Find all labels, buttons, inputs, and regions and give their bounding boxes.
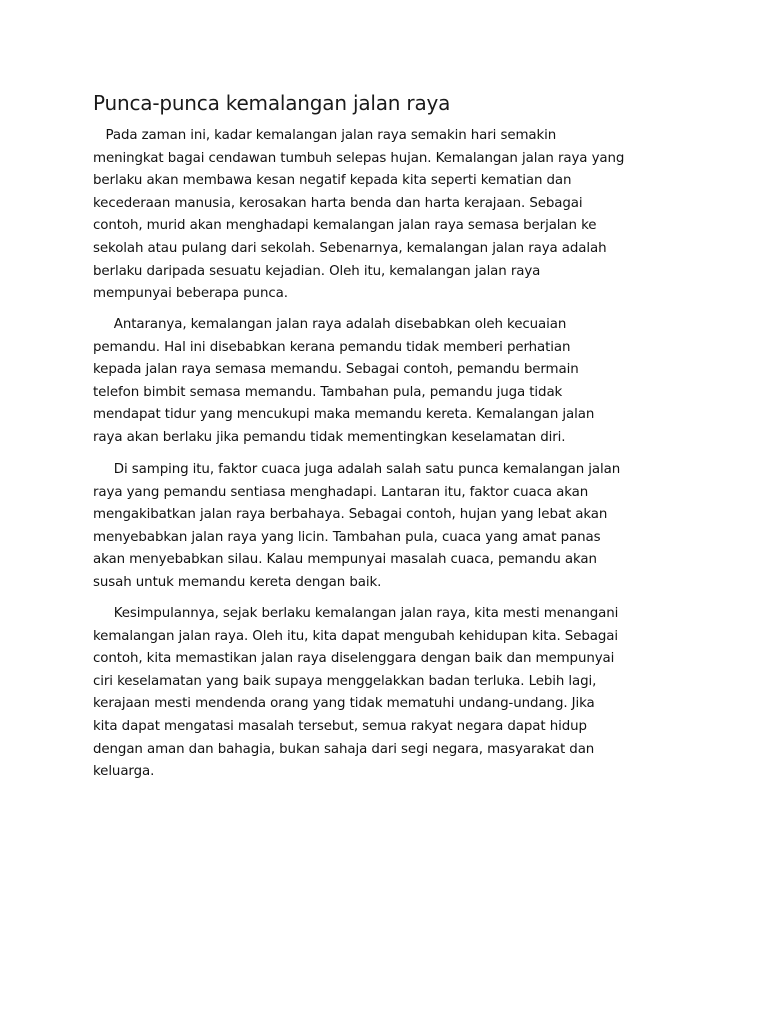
paragraph-line: contoh, murid akan menghadapi kemalangan jalan raya semasa berjalan ke bbox=[93, 218, 597, 234]
paragraph-introduction bbox=[93, 125, 693, 306]
paragraph-line: raya akan berlaku jika pemandu tidak mementingkan keselamatan diri. bbox=[93, 429, 566, 445]
paragraph-line: Kesimpulannya, sejak berlaku kemalangan jalan raya, kita mesti menangani bbox=[93, 606, 619, 621]
paragraph-line: kecederaan manusia, kerosakan harta benda dan harta kerajaan. Sebagai bbox=[93, 195, 583, 211]
paragraph-weather-factor bbox=[93, 459, 693, 595]
document-title: Punca-punca kemalangan jalan raya bbox=[93, 91, 451, 115]
paragraph-line: meningkat bagai cendawan tumbuh selepas hujan. Kemalangan jalan raya yang bbox=[93, 150, 625, 166]
paragraph-line: Di samping itu, faktor cuaca juga adalah salah satu punca kemalangan jalan bbox=[93, 462, 621, 477]
paragraph-line: kemalangan jalan raya. Oleh itu, kita dapat mengubah kehidupan kita. Sebagai bbox=[93, 628, 618, 644]
paragraph-line: sekolah atau pulang dari sekolah. Sebenarnya, kemalangan jalan raya adalah bbox=[93, 240, 607, 256]
paragraph-line: akan menyebabkan silau. Kalau mempunyai masalah cuaca, pemandu akan bbox=[93, 552, 597, 568]
paragraph-line: dengan aman dan bahagia, bukan sahaja dari segi negara, masyarakat dan bbox=[93, 741, 595, 757]
paragraph-line: mempunyai beberapa punca. bbox=[93, 286, 288, 302]
paragraph-line: Pada zaman ini, kadar kemalangan jalan raya semakin hari semakin bbox=[93, 128, 557, 143]
paragraph-line: berlaku daripada sesuatu kejadian. Oleh itu, kemalangan jalan raya bbox=[93, 263, 541, 279]
paragraph-line: berlaku akan membawa kesan negatif kepada kita seperti kematian dan bbox=[93, 173, 572, 189]
paragraph-line: kerajaan mesti mendenda orang yang tidak mematuhi undang-undang. Jika bbox=[93, 696, 595, 712]
paragraph-line: telefon bimbit semasa memandu. Tambahan pula, pemandu juga tidak bbox=[93, 384, 563, 400]
paragraph-line: pemandu. Hal ini disebabkan kerana pemandu tidak memberi perhatian bbox=[93, 339, 571, 355]
paragraph-line: susah untuk memandu kereta dengan baik. bbox=[93, 574, 382, 590]
paragraph-line: mendapat tidur yang mencukupi maka memandu kereta. Kemalangan jalan bbox=[93, 407, 595, 423]
paragraph-conclusion bbox=[93, 603, 693, 784]
paragraph-line: raya yang pemandu sentiasa menghadapi. Lantaran itu, faktor cuaca akan bbox=[93, 484, 589, 500]
paragraph-line: menyebabkan jalan raya yang licin. Tambahan pula, cuaca yang amat panas bbox=[93, 529, 601, 545]
paragraph-line: contoh, kita memastikan jalan raya diselenggara dengan baik dan mempunyai bbox=[93, 651, 615, 667]
paragraph-line: ciri keselamatan yang baik supaya menggelakkan badan terluka. Lebih lagi, bbox=[93, 673, 597, 689]
paragraph-line: keluarga. bbox=[93, 764, 155, 780]
paragraph-line: mengakibatkan jalan raya berbahaya. Sebagai contoh, hujan yang lebat akan bbox=[93, 507, 608, 523]
paragraph-line: kita dapat mengatasi masalah tersebut, semua rakyat negara dapat hidup bbox=[93, 718, 587, 734]
paragraph-line: Antaranya, kemalangan jalan raya adalah disebabkan oleh kecuaian bbox=[93, 317, 567, 332]
paragraph-driver-negligence bbox=[93, 314, 693, 450]
paragraph-line: kepada jalan raya semasa memandu. Sebagai contoh, pemandu bermain bbox=[93, 362, 579, 378]
